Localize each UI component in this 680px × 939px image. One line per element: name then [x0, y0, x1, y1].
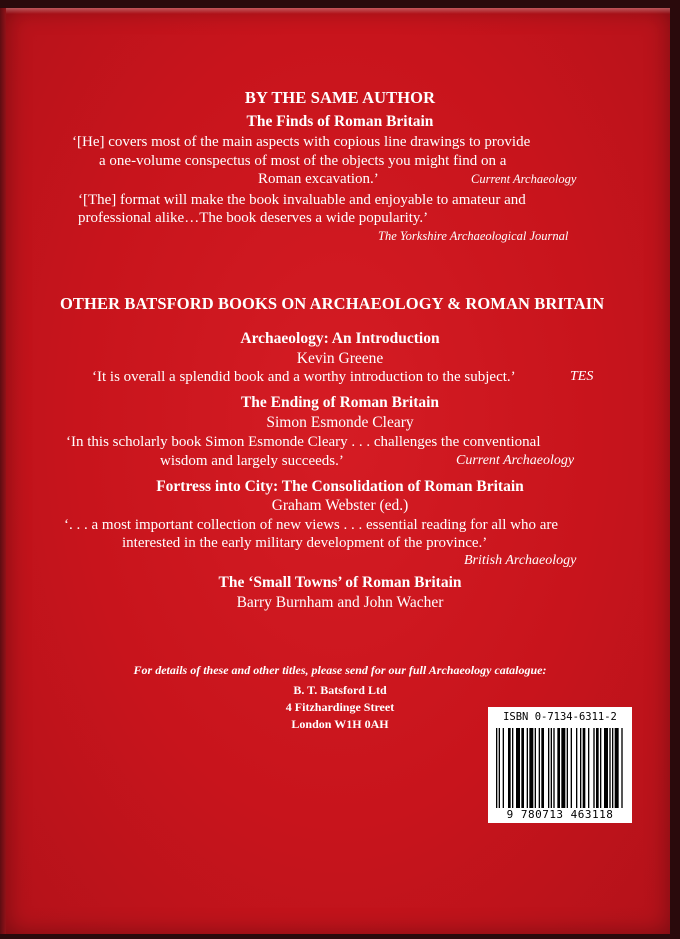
book1-title: Archaeology: An Introduction [240, 330, 440, 347]
book1-author: Kevin Greene [296, 350, 384, 367]
book3-review-line2: interested in the early military development of the province.’ [122, 535, 488, 551]
top-edge-wear [6, 8, 670, 14]
book2-source: Current Archaeology [456, 453, 575, 468]
catalogue-note: For details of these and other titles, please send for our full Archaeology catalogue: [133, 663, 547, 677]
book2-review-line1: ‘In this scholarly book Simon Esmonde Cleary . . . challenges the conventional [66, 434, 541, 450]
same-author-heading: BY THE SAME AUTHOR [244, 88, 436, 107]
review2-line2: professional alike…The book deserves a wide popularity.’ [78, 210, 429, 226]
book4-author: Barry Burnham and John Wacher [236, 594, 444, 611]
other-books-heading: OTHER BATSFORD BOOKS ON ARCHAEOLOGY & ROMAN BRITAIN [60, 294, 605, 313]
book1-source: TES [570, 369, 594, 384]
review1-line2: a one-volume conspectus of most of the objects you might find on a [99, 153, 507, 169]
review2-source: The Yorkshire Archaeological Journal [378, 229, 569, 243]
same-author-book-title: The Finds of Roman Britain [246, 113, 434, 130]
book2-title: The Ending of Roman Britain [240, 394, 440, 411]
book3-source: British Archaeology [464, 553, 577, 568]
review1-line3: Roman excavation.’ [258, 171, 379, 187]
review1-source: Current Archaeology [471, 172, 577, 186]
review2-line1: ‘[The] format will make the book invaluable and enjoyable to amateur and [78, 192, 526, 208]
book2-review-line2: wisdom and largely succeeds.’ [160, 453, 344, 469]
barcode [496, 728, 624, 808]
barcode-number: 9 780713 463118 [506, 808, 614, 821]
publisher-street: 4 Fitzhardinge Street [285, 700, 395, 714]
publisher-name: B. T. Batsford Ltd [293, 683, 387, 697]
isbn-label: ISBN 0-7134-6311-2 [503, 711, 617, 723]
book3-review-line1: ‘. . . a most important collection of new views . . . essential reading for all who are [64, 517, 559, 533]
book2-author: Simon Esmonde Cleary [266, 414, 414, 431]
book4-title: The ‘Small Towns’ of Roman Britain [218, 574, 462, 591]
book3-author: Graham Webster (ed.) [271, 497, 409, 514]
publisher-city: London W1H 0AH [291, 717, 389, 731]
isbn-barcode-block [488, 707, 632, 823]
book3-title: Fortress into City: The Consolidation of Roman Britain [156, 478, 524, 495]
review1-line1: ‘[He] covers most of the main aspects with copious line drawings to provide [72, 134, 531, 150]
book1-review: ‘It is overall a splendid book and a worthy introduction to the subject.’ [92, 369, 516, 385]
